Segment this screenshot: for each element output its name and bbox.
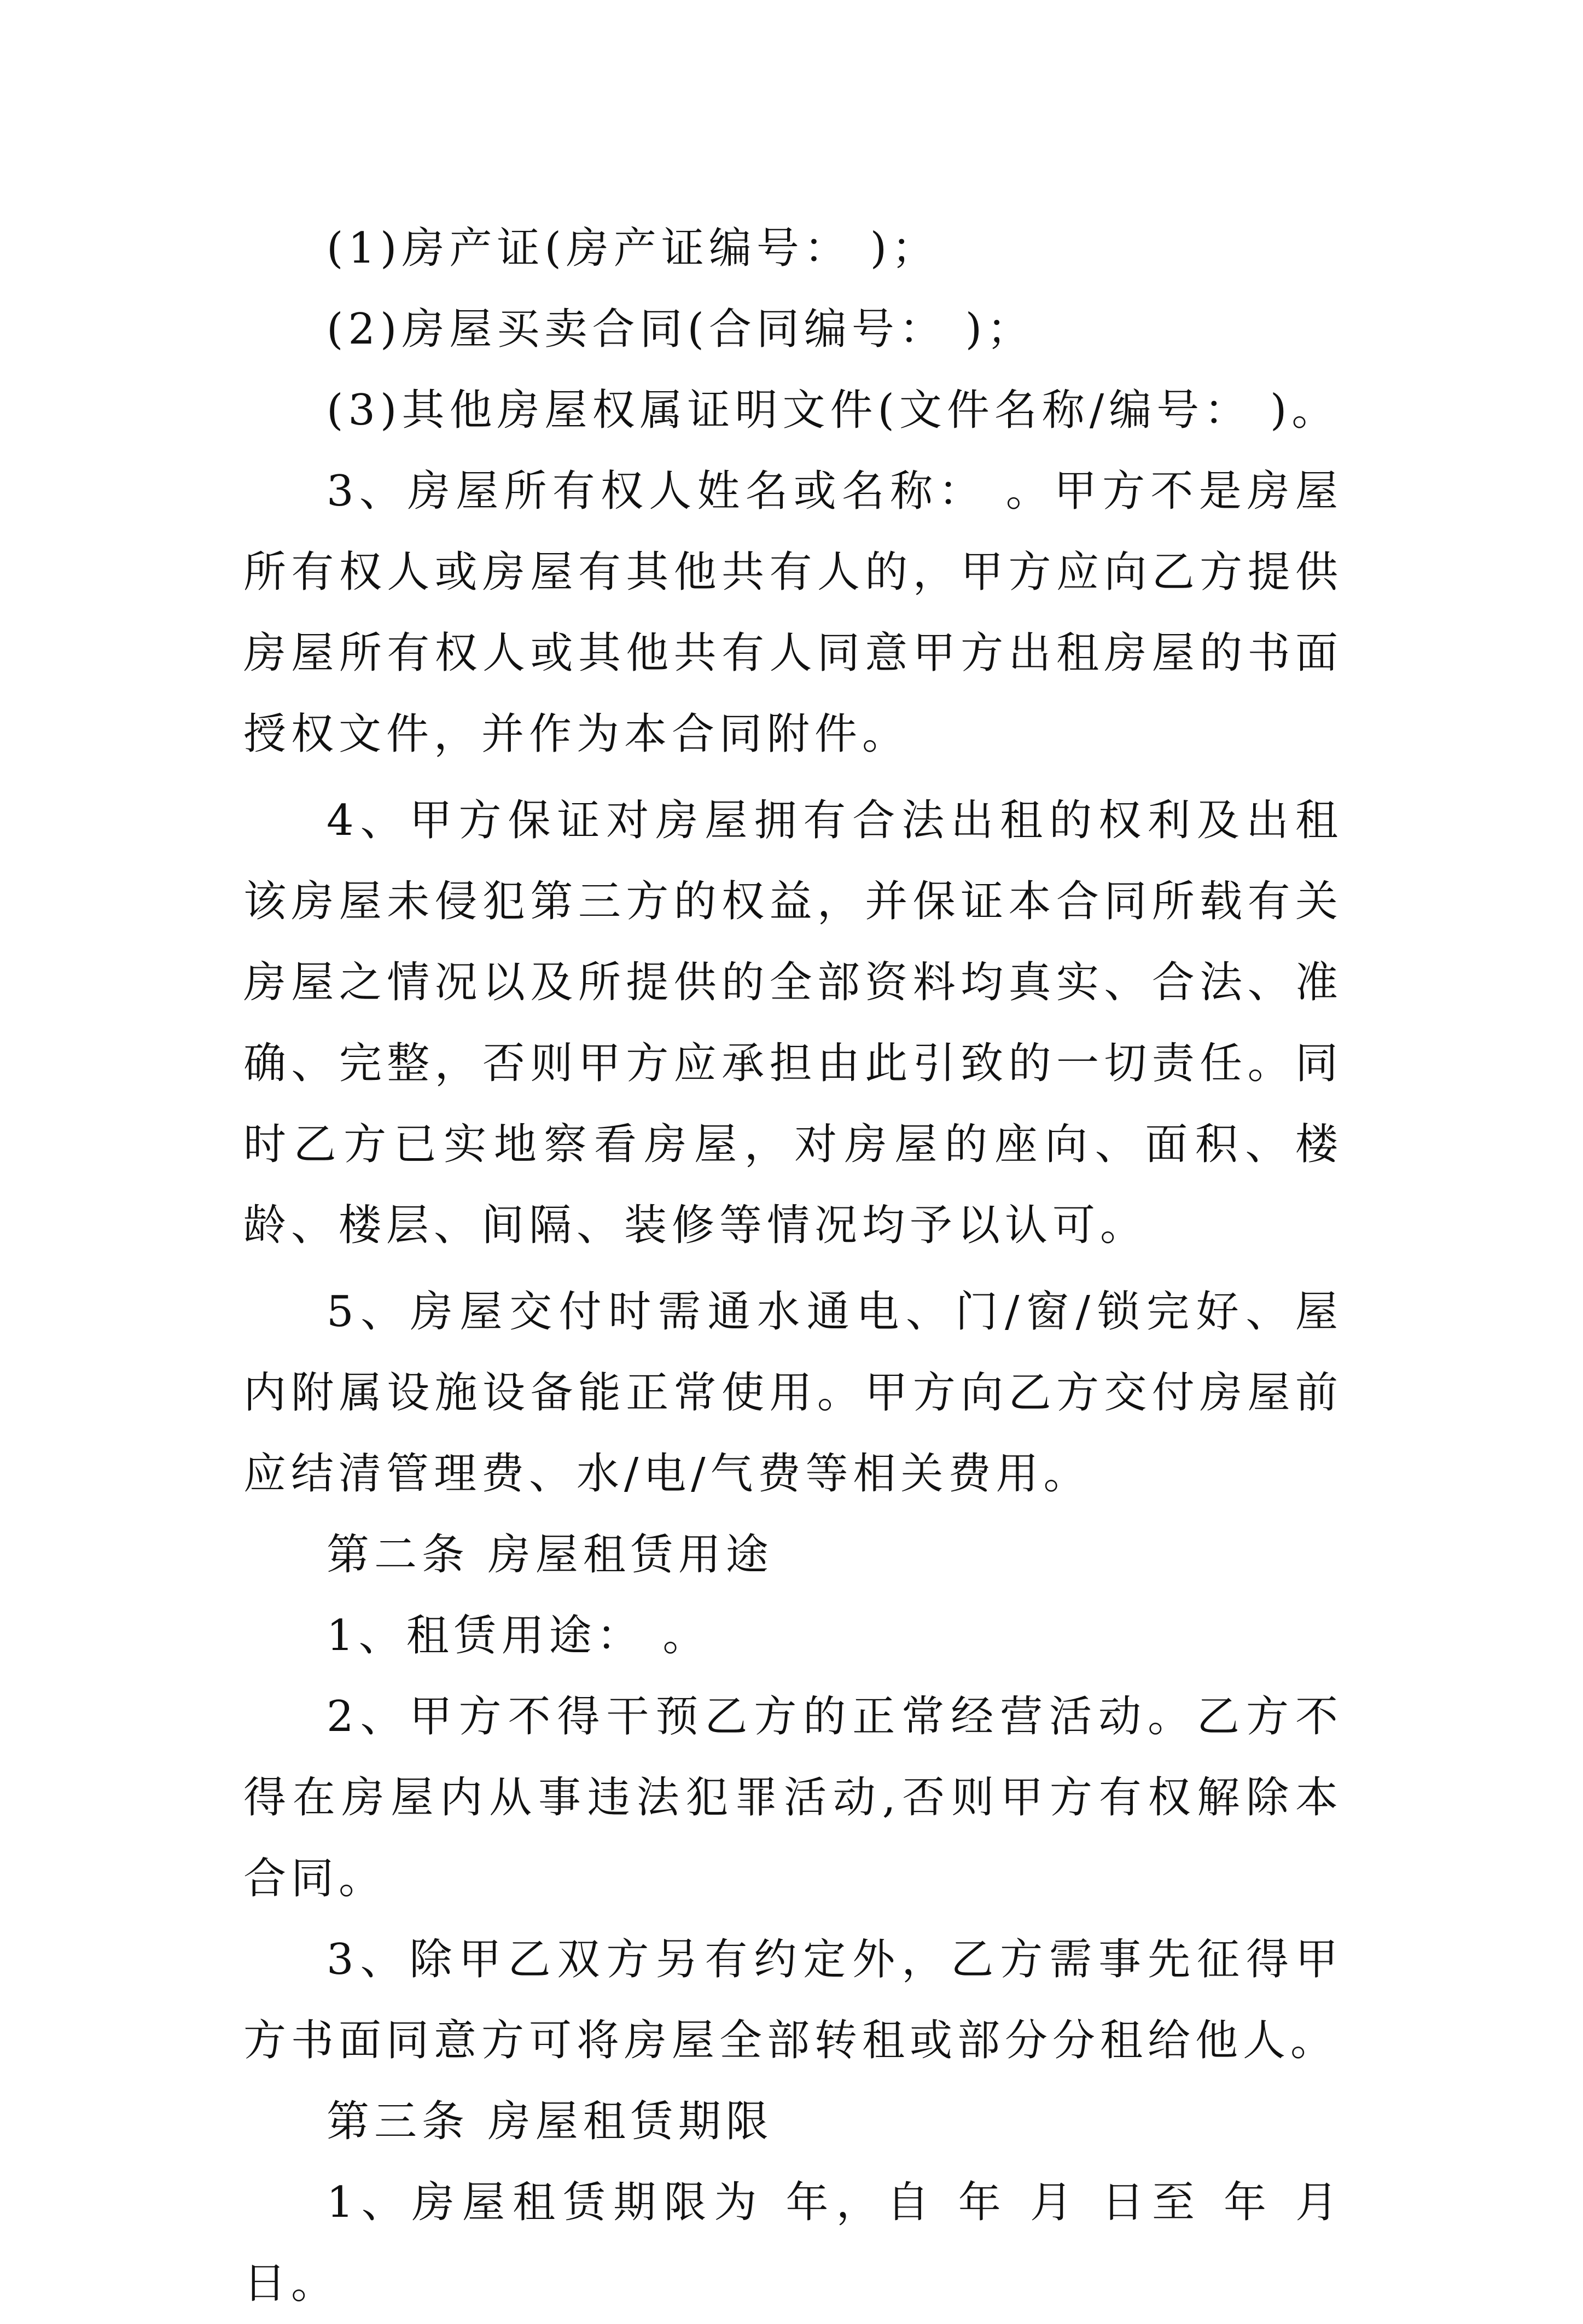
item-other-ownership-docs: (3)其他房屋权属证明文件(文件名称/编号： )。 [327, 386, 1340, 435]
paragraph-gap [243, 1266, 1343, 1271]
clause-usage: 1、租赁用途： 。 [327, 1611, 711, 1660]
section-heading-term: 第三条 房屋租赁期限 [327, 2097, 773, 2146]
item-property-certificate: (1)房产证(房产证编号： )； [327, 224, 940, 273]
document-body [243, 208, 1343, 2324]
section-heading-usage: 第二条 房屋租赁用途 [327, 1530, 773, 1579]
clause-no-interference: 2、甲方不得干预乙方的正常经营活动。乙方不得在房屋内从事违法犯罪活动,否则甲方有权解除本合同。 [243, 1692, 1343, 1903]
clause-lease-term: 1、房屋租赁期限为 年，自 年 月 日至 年 月 日。 [243, 2178, 1343, 2308]
item-sale-contract: (2)房屋买卖合同(合同编号： )； [327, 305, 1035, 354]
clause-delivery-conditions: 5、房屋交付时需通水通电、门/窗/锁完好、屋内附属设施设备能正常使用。甲方向乙方交付房屋前应结清管理费、水/电/气费等相关费用。 [243, 1287, 1343, 1498]
clause-landlord-guarantee: 4、甲方保证对房屋拥有合法出租的权利及出租该房屋未侵犯第三方的权益，并保证本合同所载有关房屋之情况以及所提供的全部资料均真实、合法、准确、完整，否则甲方应承担由此引致的一切责任。同时乙方已实地察看房屋，对房屋的座向、面积、楼龄、楼层、间隔、装修等情况均予以认可。 [243, 796, 1343, 1250]
clause-owner-name: 3、房屋所有权人姓名或名称： 。甲方不是房屋所有权人或房屋有其他共有人的，甲方应向乙方提供房屋所有权人或其他共有人同意甲方出租房屋的书面授权文件，并作为本合同附件。 [243, 467, 1343, 759]
paragraph-gap [243, 775, 1343, 780]
clause-sublease: 3、除甲乙双方另有约定外，乙方需事先征得甲方书面同意方可将房屋全部转租或部分分租给他人。 [243, 1935, 1343, 2065]
